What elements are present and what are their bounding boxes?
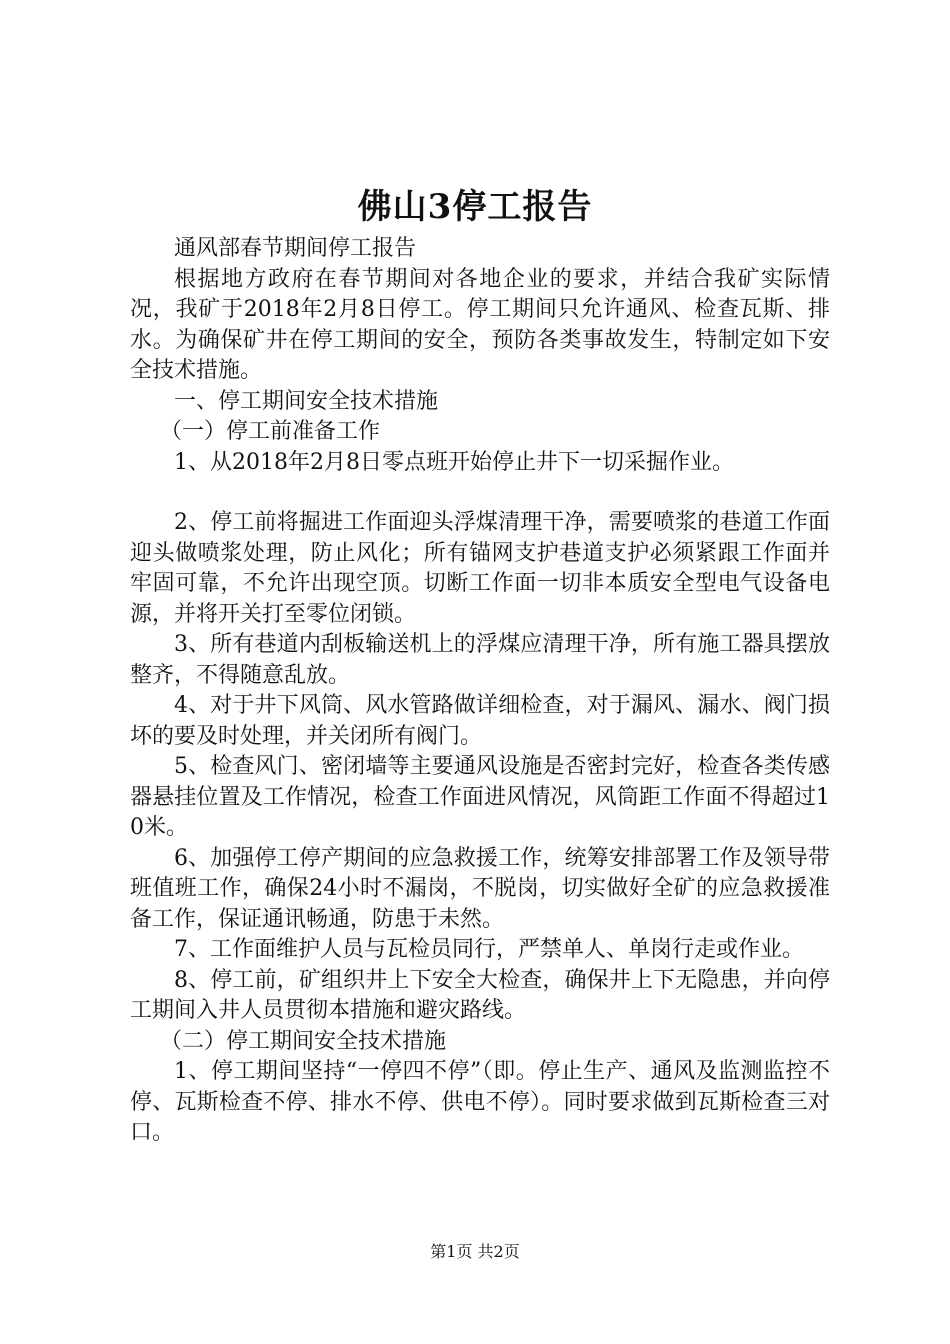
paragraph-subtitle: 通风部春节期间停工报告 [174,236,417,261]
paragraph-item-2-1: 1、停工期间坚持“一停四不停”（即。停止生产、通风及监测监控不停、瓦斯检查不停、排水不停、供电不停）。同时要求做到瓦斯检查三对口。 [130,1059,830,1145]
paragraph-item-5: 5、检查风门、密闭墙等主要通风设施是否密封完好，检查各类传感器悬挂位置及工作情况，检查工作面进风情况，风筒距工作面不得超过10米。 [130,754,830,840]
paragraph-item-2: 2、停工前将掘进工作面迎头浮煤清理干净，需要喷浆的巷道工作面迎头做喷浆处理，防止风化；所有锚网支护巷道支护必须紧跟工作面并牢固可靠，不允许出现空顶。切断工作面一切非本质安全型电气设备电源，并将开关打至零位闭锁。 [130,510,830,627]
paragraph-item-1: 1、从2018年2月8日零点班开始停止井下一切采掘作业。 [174,449,734,475]
section-heading-1: 一、停工期间安全技术措施 [174,388,439,414]
paragraph-item-6: 6、加强停工停产期间的应急救援工作，统筹安排部署工作及领导带班值班工作，确保24小时不漏岗，不脱岗，切实做好全矿的应急救援准备工作，保证通讯畅通，防患于未然。 [130,845,830,932]
document-body [130,234,830,1149]
document-title: 佛山3停工报告 [357,187,593,227]
paragraph-item-7: 7、工作面维护人员与瓦检员同行，严禁单人、单岗行走或作业。 [174,937,804,962]
page-footer: 第1页 共2页 [430,1242,520,1261]
paragraph-item-8: 8、停工前，矿组织井上下安全大检查，确保井上下无隐患，并向停工期间入井人员贯彻本措施和避灾路线。 [130,967,830,1023]
paragraph-intro: 根据地方政府在春节期间对各地企业的要求，并结合我矿实际情况，我矿于2018年2月8日停工。停工期间只允许通风、检查瓦斯、排水。为确保矿井在停工期间的安全，预防各类事故发生，特制定如下安全技术措施。 [130,266,830,383]
subsection-heading-1: （一）停工前准备工作 [160,419,381,444]
paragraph-item-4: 4、对于井下风筒、风水管路做详细检查，对于漏风、漏水、阀门损坏的要及时处理，并关闭所有阀门。 [130,693,830,749]
paragraph-item-3: 3、所有巷道内刮板输送机上的浮煤应清理干净，所有施工器具摆放整齐，不得随意乱放。 [130,632,830,688]
subsection-heading-2: （二）停工期间安全技术措施 [160,1028,447,1054]
